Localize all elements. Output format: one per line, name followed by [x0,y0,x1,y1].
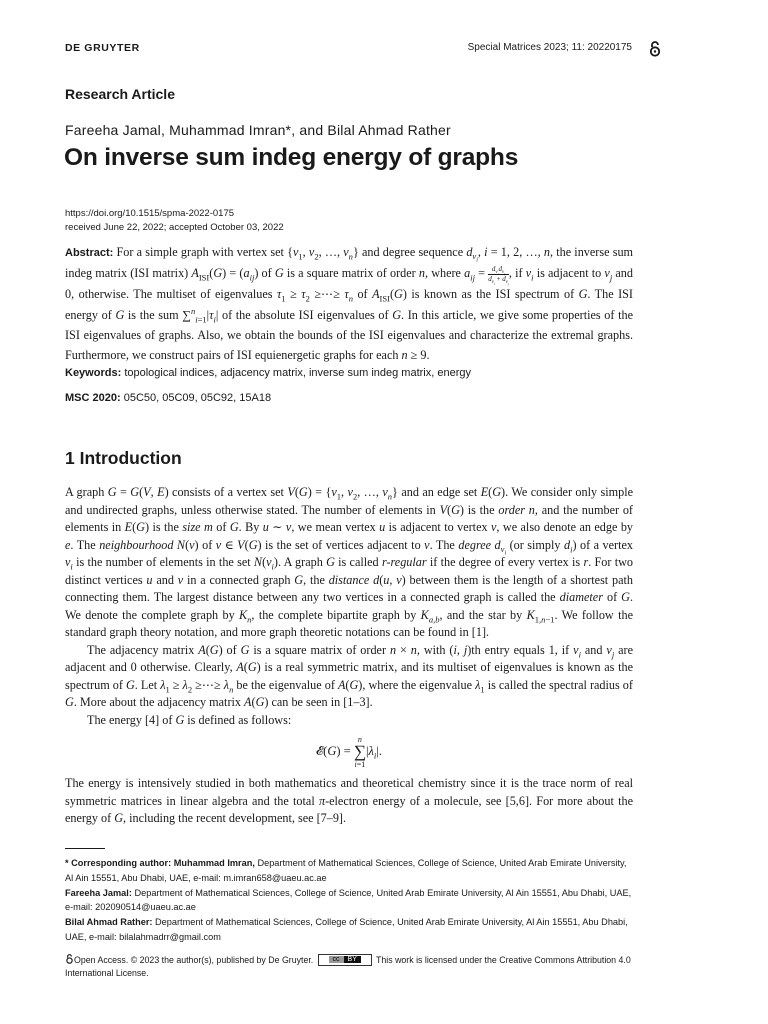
article-type: Research Article [65,86,175,102]
intro-paragraph: The energy is intensively studied in both mathematics and theoretical chemistry since it is the trace norm of real symmetric matrices in linear algebra and the total π-electron energy of a molecule, see [5,6]. For more about the energy of G, including the recent development, see [7–9]. [65,776,633,825]
intro-paragraph: The adjacency matrix A(G) of G is a square matrix of order n × n, with (i, j)th entry equals 1, if $v_i$ and $v_j$ are adjacent and 0 otherwise. Clearly, A(G) is a real symmetric matrix, and its multiset of eigenvalues is known as the spectrum of G. Let $\lambda_1 \ge \lambda_2$ ≥⋯≥ $\lambda_n$ be the eigenvalue of A(G), where the eigenvalue $\lambda_1$ is called the spectral radius of G. More about the adjacency matrix A(G) can be seen in [1–3]. [65,642,634,709]
received-accepted-dates: received June 22, 2022; accepted October 03, 2022 [65,222,284,233]
license-text: This work is licensed under the Creative Commons Attribution 4.0 International License. [65,955,631,978]
journal-reference: Special Matrices 2023; 11: 20220175 [467,42,632,53]
intro-paragraph: A graph G = G(V, E) consists of a vertex set $V(G) = \{v_1$, $v_2$, …, $v_n$} and an edge set E(G). We consider only simple and undirected graphs, unless otherwise stated. The number of elements in V(G) is the order n, and the number of elements in E(G) is the size m of G. By u ∼ v, we mean vertex u is adjacent to vertex v, we also denote an edge by e. The neighbourhood N(v) of v ∈ V(G) is the set of vertices adjacent to v. The degree $d_{v_i}$ (or simply $d_i$) of a vertex $v_i$ is the number of elements in the set $N(v_i)$. A graph G is called r-regular if the degree of every vertex is r. For two distinct vertices u and v in a connected graph G, the distance d(u, v) between them is the length of a shortest path connecting them. The largest distance between any two vertices in a connected graph is called the diameter of G. We denote the complete graph by $K_n$, the complete bipartite graph by $K_{a,b}$, and the star by $K_{1,n-1}$. We follow the standard graph theory notation, and more graph theoretic notations can be found in [1]. [65,485,634,639]
msc-classification [65,392,271,404]
abstract-label: Abstract: [65,247,114,259]
open-access-icon [648,41,662,57]
footnote-divider [65,848,105,849]
author-list: Fareeha Jamal, Muhammad Imran*, and Bilal Ahmad Rather [65,122,451,138]
keywords-text: topological indices, adjacency matrix, inverse sum indeg matrix, energy [124,367,471,379]
energy-equation: 𝓔(G) = n ∑ i=1 $|\lambda_i|$. [316,735,382,769]
open-access-icon [65,954,74,964]
introduction-body [65,484,633,828]
msc-codes: 05C50, 05C09, 05C92, 15A18 [123,392,272,404]
intro-paragraph: The energy [4] of G is defined as follows: [87,712,292,727]
section-heading-introduction: 1 Introduction [65,448,182,468]
keywords-label: Keywords: [65,367,122,379]
keywords [65,367,471,379]
msc-label: MSC 2020: [65,392,121,404]
abstract: Abstract: For a simple graph with vertex set {$v_1$, $v_2$, …, $v_n$} and degree sequence $d_{v_i}$, i = 1, 2, …, n, the inverse sum indeg matrix (ISI matrix) $A_{ISI}(G) = (a_{ij})$ of G is a square matrix of order n, where $a_{ij}$ = $d_{v_i}d_{v_j}$ $d_{v_i} + d_{v_j}$ , if $v_i$ is adjacent to $v_j$ and 0, otherwise. The multiset of eigenvalues $\tau_1 \ge \tau_2$ ≥⋯≥ $\tau_n$ of $A_{ISI}(G)$ is known as the ISI spectrum of G. The ISI energy of G is the sum $\sum^n_{i=1}|\tau_i|$ of the absolute ISI eigenvalues of G. In this article, we give some properties of the ISI eigenvalues of graphs. Also, we obtain the bounds of the ISI eigenvalues and characterize the extremal graphs. Furthermore, we construct pairs of ISI equienergetic graphs for each n ≥ 9. [65,245,634,363]
article-title: On inverse sum indeg energy of graphs [64,144,519,171]
publisher-name: DE GRUYTER [65,42,140,54]
footnote-author-3: Bilal Ahmad Rather: Department of Mathematical Sciences, College of Science, United Arab Emirate University, Al Ain 15551, Abu Dhabi, UAE, e-mail: bilalahmadrr@gmail.com [65,917,628,942]
footnote-author-2: Fareeha Jamal: Department of Mathematical Sciences, College of Science, United Arab Emirate University, Al Ain 15551, Abu Dhabi, UAE, e-mail: 202090514@uaeu.ac.ae [65,887,632,913]
footnotes [65,856,635,945]
doi-link[interactable]: https://doi.org/10.1515/spma-2022-0175 [65,208,235,219]
license-prefix: Open Access. © 2023 the author(s), published by De Gruyter. [74,955,314,965]
footnote-corresponding-author: * Corresponding author: Muhammad Imran, Department of Mathematical Sciences, College of Science, United Arab Emirate University, Al Ain 15551, Abu Dhabi, UAE, e-mail: m.imran658@uaeu.ac.ae [65,858,627,883]
license-notice [65,954,635,979]
cc-by-badge[interactable]: cc BY [318,954,372,966]
